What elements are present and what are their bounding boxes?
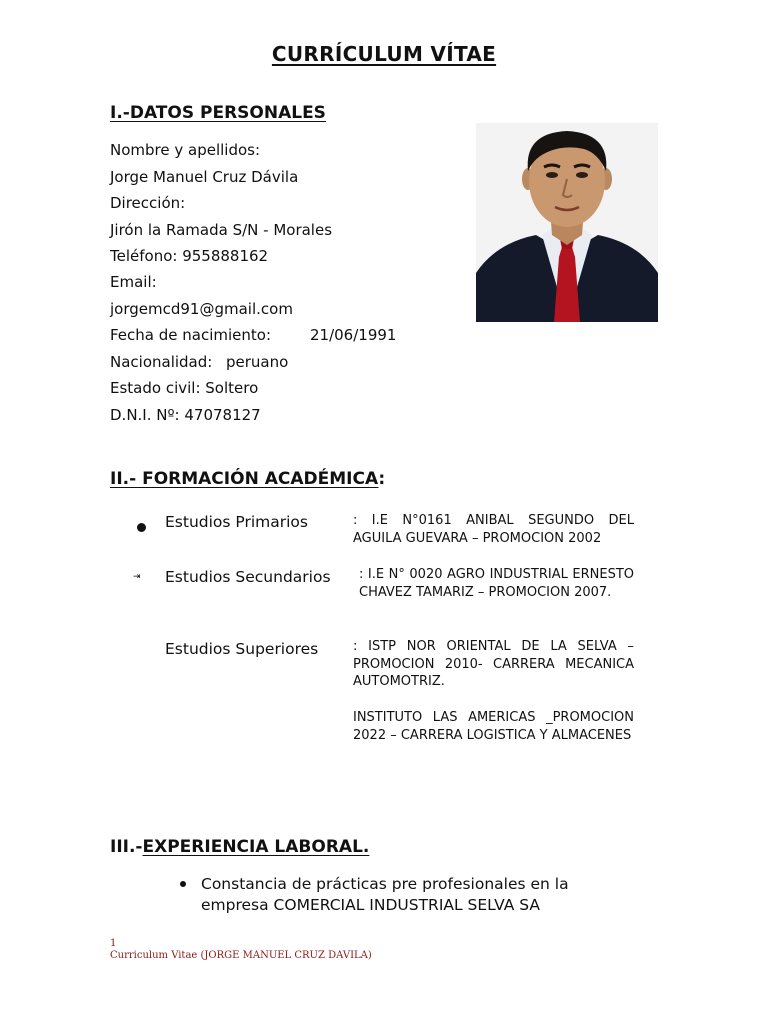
nationality-label: Nacionalidad: bbox=[110, 353, 213, 371]
profile-photo bbox=[476, 123, 658, 322]
name-value: Jorge Manuel Cruz Dávila bbox=[110, 168, 299, 186]
dni-line: D.N.I. Nº: 47078127 bbox=[110, 406, 261, 424]
email-value: jorgemcd91@gmail.com bbox=[110, 300, 293, 318]
address-label: Dirección: bbox=[110, 194, 186, 212]
bullet-dot-icon bbox=[137, 523, 146, 532]
primary-studies-detail: : I.E N°0161 ANIBAL SEGUNDO DEL AGUILA GUEVARA – PROMOCION 2002 bbox=[353, 513, 634, 546]
primary-studies-label: Estudios Primarios bbox=[165, 513, 308, 531]
arrow-bullet-icon: ⇥ bbox=[133, 572, 141, 582]
address-value: Jirón la Ramada S/N - Morales bbox=[110, 221, 333, 239]
higher-studies-detail: : ISTP NOR ORIENTAL DE LA SELVA – PROMOCION 2010- CARRERA MECANICA AUTOMOTRIZ. bbox=[353, 639, 634, 689]
document-title: CURRÍCULUM VÍTAE bbox=[271, 42, 497, 66]
higher-studies-detail-2: INSTITUTO LAS AMERICAS _PROMOCION 2022 – CARRERA LOGISTICA Y ALMACENES bbox=[353, 710, 634, 743]
nationality-value: peruano bbox=[226, 353, 289, 371]
personal-data-heading: I.-DATOS PERSONALES bbox=[110, 103, 326, 123]
email-label: Email: bbox=[110, 273, 157, 291]
experience-item: Constancia de prácticas pre profesionales en la empresa COMERCIAL INDUSTRIAL SELVA SA bbox=[201, 875, 569, 914]
education-heading: II.- FORMACIÓN ACADÉMICA: bbox=[110, 469, 386, 489]
page-number: 1 bbox=[110, 938, 117, 949]
footer-text: Curriculum Vitae (JORGE MANUEL CRUZ DAVILA) bbox=[110, 950, 372, 961]
higher-studies-label: Estudios Superiores bbox=[165, 640, 319, 658]
secondary-studies-detail: : I.E N° 0020 AGRO INDUSTRIAL ERNESTO CHAVEZ TAMARIZ – PROMOCION 2007. bbox=[359, 567, 634, 600]
bullet-dot-icon bbox=[180, 881, 186, 887]
phone-line: Teléfono: 955888162 bbox=[110, 247, 269, 265]
secondary-studies-label: Estudios Secundarios bbox=[165, 568, 331, 586]
birth-date-label: Fecha de nacimiento: bbox=[110, 326, 272, 344]
birth-date-value: 21/06/1991 bbox=[310, 326, 397, 344]
civil-status-line: Estado civil: Soltero bbox=[110, 379, 259, 397]
experience-heading: III.-EXPERIENCIA LABORAL. bbox=[110, 837, 370, 857]
name-label: Nombre y apellidos: bbox=[110, 141, 261, 159]
profile-photo-image bbox=[476, 123, 658, 322]
